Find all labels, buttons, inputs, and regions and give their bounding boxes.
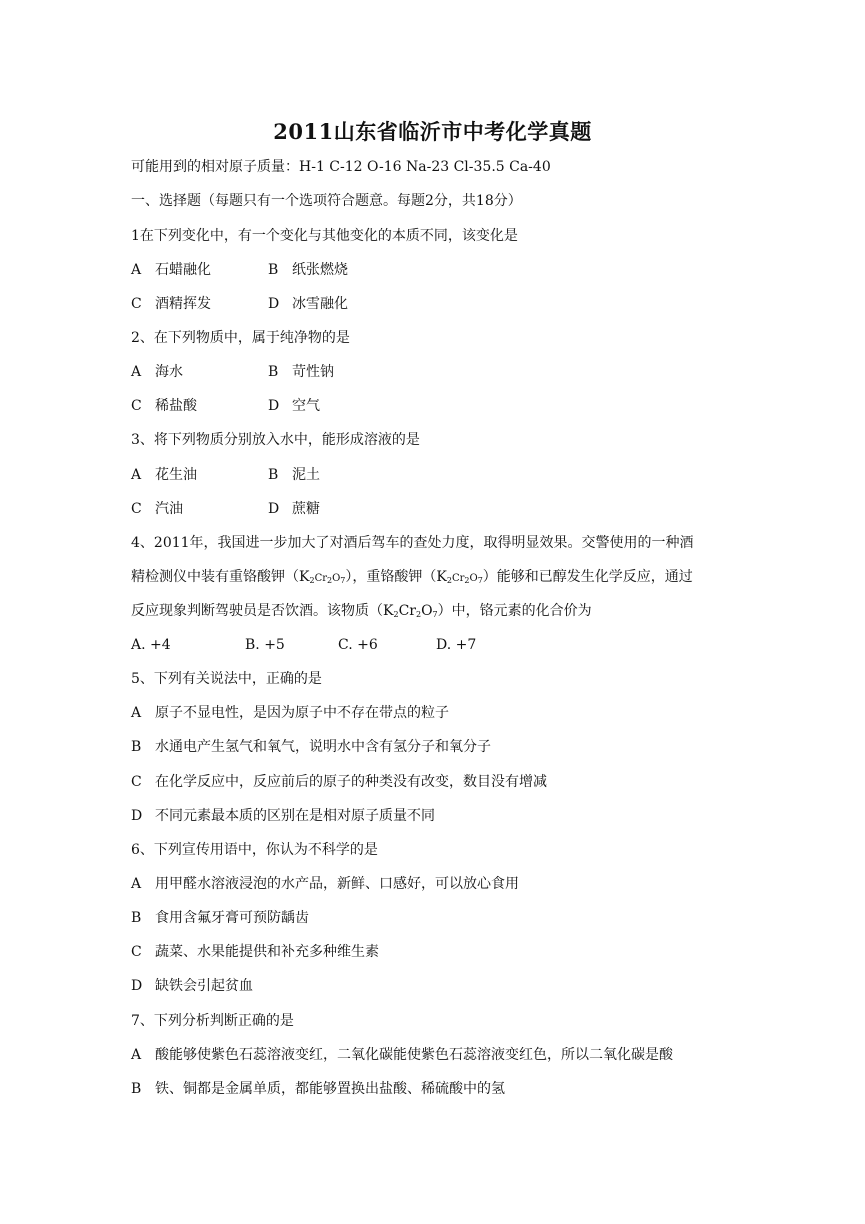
option-b: B 苛性钠 bbox=[268, 364, 334, 380]
question-5-stem: 5、下列有关说法中，正确的是 bbox=[131, 671, 322, 687]
option-a: A. +4 bbox=[131, 637, 171, 653]
question-7-option-b: B 铁、铜都是金属单质，都能够置换出盐酸、稀硫酸中的氢 bbox=[131, 1081, 505, 1097]
question-4-stem-line-1: 4、2011年，我国进一步加大了对酒后驾车的查处力度，取得明显效果。交警使用的一种酒 bbox=[131, 535, 694, 551]
atomic-mass-line: 可能用到的相对原子质量：H-1 C-12 O-16 Na-23 Cl-35.5 Ca-40 bbox=[131, 159, 551, 175]
option-b: B 纸张燃烧 bbox=[268, 262, 348, 278]
question-6-option-d: D 缺铁会引起贫血 bbox=[131, 978, 253, 994]
option-d: D. +7 bbox=[436, 637, 477, 653]
question-3-stem: 3、将下列物质分别放入水中，能形成溶液的是 bbox=[131, 432, 420, 448]
option-a: A 石蜡融化 bbox=[131, 262, 211, 278]
option-d: D 冰雪融化 bbox=[268, 296, 348, 312]
option-d: D 空气 bbox=[268, 398, 320, 414]
question-5-option-b: B 水通电产生氢气和氧气，说明水中含有氢分子和氧分子 bbox=[131, 739, 491, 755]
option-c: C 汽油 bbox=[131, 501, 183, 517]
question-5-option-c: C 在化学反应中，反应前后的原子的种类没有改变，数目没有增减 bbox=[131, 774, 547, 790]
section-heading: 一、选择题（每题只有一个选项符合题意。每题2分，共18分） bbox=[131, 193, 522, 209]
question-2-stem: 2、在下列物质中，属于纯净物的是 bbox=[131, 330, 350, 346]
option-c: C 酒精挥发 bbox=[131, 296, 211, 312]
question-6-option-a: A 用甲醛水溶液浸泡的水产品，新鲜、口感好，可以放心食用 bbox=[131, 876, 519, 892]
page-title: 2011山东省临沂市中考化学真题 bbox=[273, 119, 592, 144]
option-a: A 花生油 bbox=[131, 467, 197, 483]
question-6-option-c: C 蔬菜、水果能提供和补充多种维生素 bbox=[131, 944, 379, 960]
question-5-option-d: D 不同元素最本质的区别在是相对原子质量不同 bbox=[131, 808, 435, 824]
question-6-stem: 6、下列宣传用语中，你认为不科学的是 bbox=[131, 842, 378, 858]
option-c: C. +6 bbox=[338, 637, 378, 653]
question-7-option-a: A 酸能够使紫色石蕊溶液变红，二氧化碳能使紫色石蕊溶液变红色，所以二氧化碳是酸 bbox=[131, 1047, 673, 1063]
question-4-stem-line-3: 反应现象判断驾驶员是否饮酒。该物质$(K_2Cr_2O_7)$中，铬元素的化合价为 bbox=[131, 603, 592, 619]
option-c: C 稀盐酸 bbox=[131, 398, 197, 414]
question-6-option-b: B 食用含氟牙膏可预防龋齿 bbox=[131, 910, 309, 926]
question-4-stem-line-2: 精检测仪中装有重铬酸钾$(K_2Cr_2O_7)$，重铬酸钾$(K_2Cr_2O_7)$能够和已醇发生化学反应，通过 bbox=[131, 569, 693, 585]
question-1-stem: 1在下列变化中，有一个变化与其他变化的本质不同，该变化是 bbox=[131, 228, 518, 244]
option-b: B. +5 bbox=[245, 637, 285, 653]
option-a: A 海水 bbox=[131, 364, 183, 380]
question-7-stem: 7、下列分析判断正确的是 bbox=[131, 1013, 294, 1029]
option-d: D 蔗糖 bbox=[268, 501, 320, 517]
option-b: B 泥土 bbox=[268, 467, 320, 483]
question-5-option-a: A 原子不显电性，是因为原子中不存在带点的粒子 bbox=[131, 705, 449, 721]
